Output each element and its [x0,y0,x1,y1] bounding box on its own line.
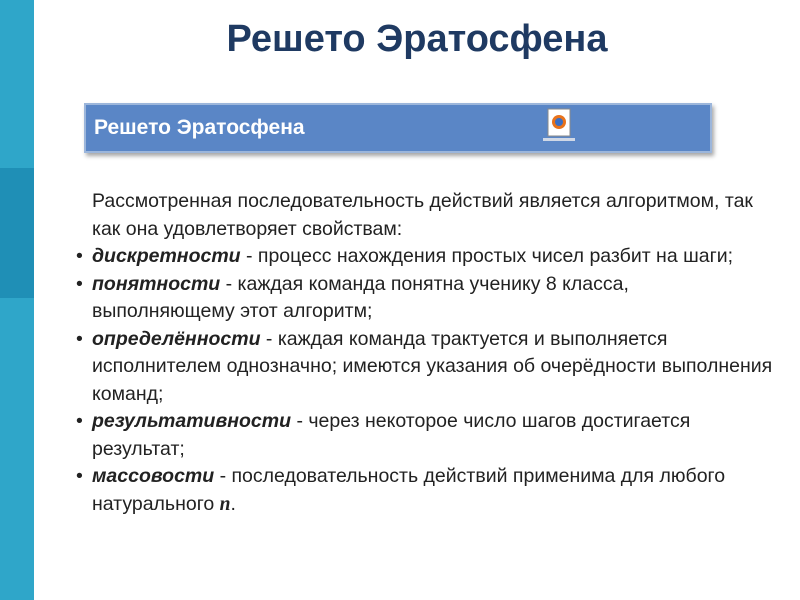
list-item [74,243,774,271]
property-text: - последовательность действий применима для любого натурального [92,465,726,515]
property-term: понятности [92,272,221,295]
property-text: - каждая команда трактуется и выполняется исполнителем однозначно; имеются указания об очерёдности выполнения команд; [92,327,773,405]
property-text: - каждая команда понятна ученику 8 класса, выполняющему этот алгоритм; [92,272,629,322]
list-item [74,463,774,518]
banner-title: Решето Эратосфена [94,116,305,139]
property-text: - процесс нахождения простых чисел разбит на шаги; [240,245,734,267]
property-term: результативности [92,410,292,432]
list-item [74,408,774,463]
browser-file-icon[interactable] [541,108,577,144]
property-term: массовости [92,465,215,487]
property-term: дискретности [92,245,241,267]
left-bar-accent [0,168,34,298]
list-item [74,326,774,409]
property-text: - через некоторое число шагов достигается результат; [92,410,691,460]
embedded-object-banner[interactable] [84,103,712,153]
properties-list [74,243,774,518]
property-term: определённости [92,327,261,350]
variable-n: n [219,493,231,515]
left-decorative-bar [0,0,34,600]
intro-paragraph: Рассмотренная последовательность действий является алгоритмом, так как она удовлетворяет свойствам: [92,190,753,240]
slide-content [74,188,774,518]
list-item [74,271,774,326]
slide-title: Решето Эратосфена [226,18,608,60]
property-tail: . [230,492,236,515]
